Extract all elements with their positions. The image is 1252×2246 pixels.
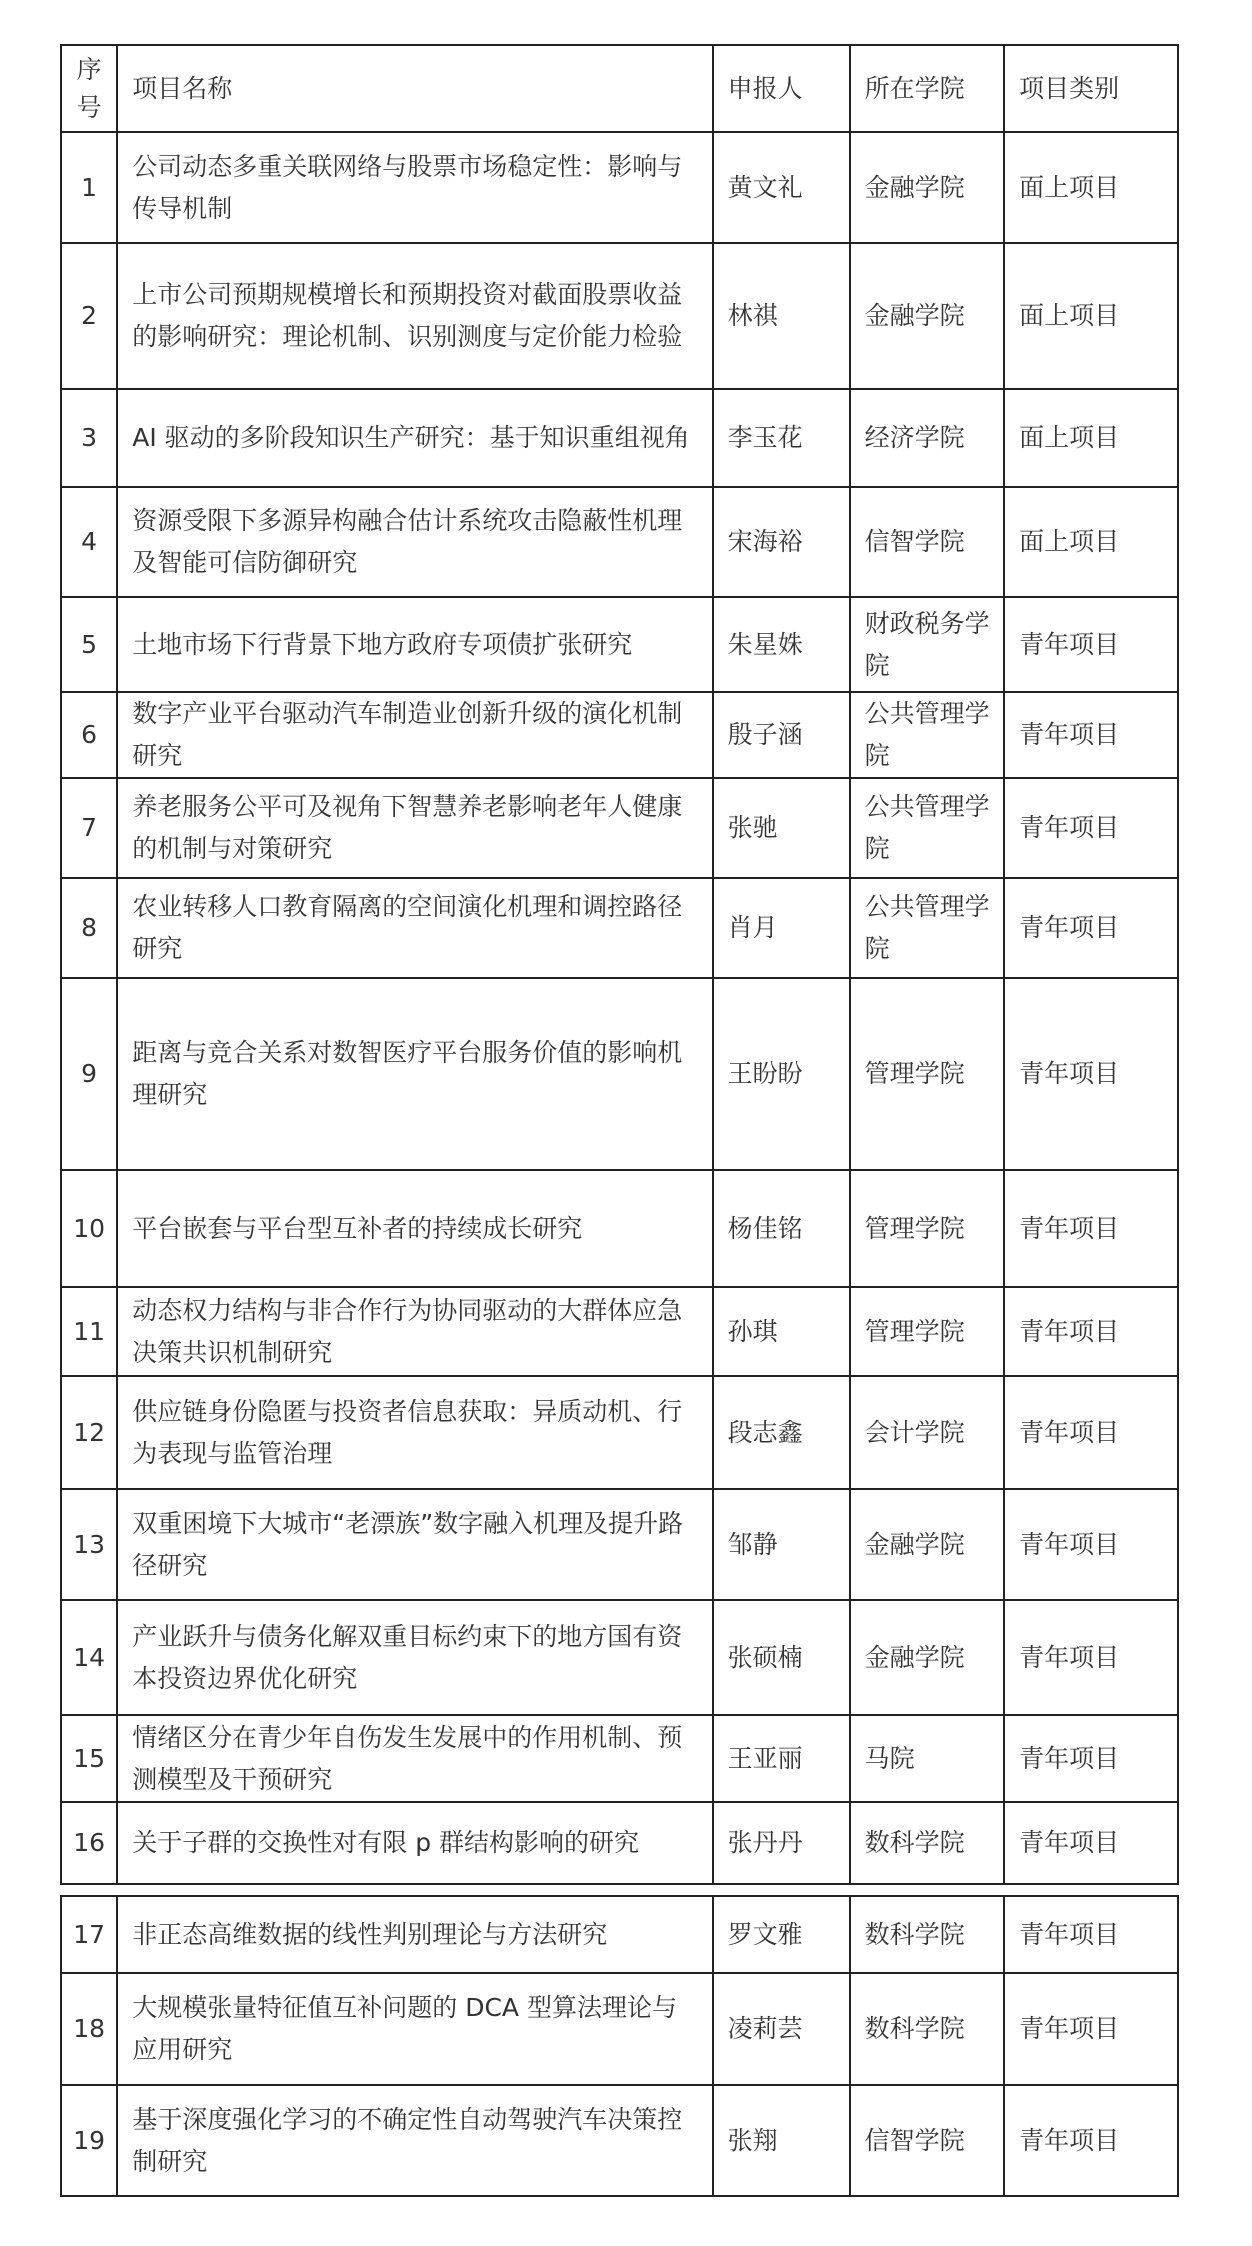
header-category: 项目类别 [1004, 45, 1178, 132]
row-seq: 3 [61, 389, 117, 487]
row-college: 数科学院 [850, 1802, 1004, 1884]
table-row [61, 1287, 1178, 1376]
row-applicant: 林祺 [713, 243, 850, 389]
row-project-name: 资源受限下多源异构融合估计系统攻击隐蔽性机理及智能可信防御研究 [117, 487, 712, 597]
row-applicant: 孙琪 [713, 1287, 850, 1376]
row-college: 公共管理学院 [850, 778, 1004, 878]
row-category: 青年项目 [1004, 597, 1178, 692]
row-category: 青年项目 [1004, 1287, 1178, 1376]
table-row [61, 1376, 1178, 1489]
row-category: 青年项目 [1004, 978, 1178, 1170]
row-college: 金融学院 [850, 1600, 1004, 1715]
row-project-name: 动态权力结构与非合作行为协同驱动的大群体应急决策共识机制研究 [117, 1287, 712, 1376]
row-applicant: 张驰 [713, 778, 850, 878]
row-category: 面上项目 [1004, 132, 1178, 243]
row-seq: 8 [61, 878, 117, 978]
table-body [61, 1896, 1178, 2196]
row-project-name: 非正态高维数据的线性判别理论与方法研究 [117, 1896, 712, 1973]
row-college: 会计学院 [850, 1376, 1004, 1489]
row-college: 数科学院 [850, 1973, 1004, 2085]
row-applicant: 黄文礼 [713, 132, 850, 243]
row-college: 金融学院 [850, 243, 1004, 389]
row-category: 青年项目 [1004, 878, 1178, 978]
row-applicant: 殷子涵 [713, 692, 850, 778]
table-row [61, 389, 1178, 487]
header-seq: 序号 [61, 45, 117, 132]
row-college: 公共管理学院 [850, 692, 1004, 778]
table-row [61, 1715, 1178, 1802]
row-category: 青年项目 [1004, 1489, 1178, 1600]
row-college: 财政税务学院 [850, 597, 1004, 692]
table-row [61, 978, 1178, 1170]
header-college: 所在学院 [850, 45, 1004, 132]
table-row [61, 487, 1178, 597]
row-seq: 10 [61, 1170, 117, 1287]
table-row [61, 1802, 1178, 1884]
row-seq: 6 [61, 692, 117, 778]
table-row [61, 597, 1178, 692]
row-seq: 5 [61, 597, 117, 692]
row-category: 青年项目 [1004, 778, 1178, 878]
row-seq: 1 [61, 132, 117, 243]
row-seq: 15 [61, 1715, 117, 1802]
table-row [61, 1170, 1178, 1287]
row-category: 青年项目 [1004, 1170, 1178, 1287]
row-category: 青年项目 [1004, 1896, 1178, 1973]
row-project-name: 数字产业平台驱动汽车制造业创新升级的演化机制研究 [117, 692, 712, 778]
row-applicant: 杨佳铭 [713, 1170, 850, 1287]
row-project-name: 大规模张量特征值互补问题的 DCA 型算法理论与应用研究 [117, 1973, 712, 2085]
row-seq: 12 [61, 1376, 117, 1489]
row-seq: 19 [61, 2085, 117, 2196]
row-applicant: 李玉花 [713, 389, 850, 487]
table-row [61, 778, 1178, 878]
row-category: 青年项目 [1004, 692, 1178, 778]
row-applicant: 邹静 [713, 1489, 850, 1600]
row-category: 面上项目 [1004, 243, 1178, 389]
row-applicant: 张翔 [713, 2085, 850, 2196]
row-college: 数科学院 [850, 1896, 1004, 1973]
row-project-name: 关于子群的交换性对有限 p 群结构影响的研究 [117, 1802, 712, 1884]
row-college: 金融学院 [850, 132, 1004, 243]
row-seq: 7 [61, 778, 117, 878]
table-row [61, 878, 1178, 978]
row-applicant: 段志鑫 [713, 1376, 850, 1489]
row-project-name: 土地市场下行背景下地方政府专项债扩张研究 [117, 597, 712, 692]
header-applicant: 申报人 [713, 45, 850, 132]
table-row [61, 1973, 1178, 2085]
row-seq: 14 [61, 1600, 117, 1715]
row-seq: 9 [61, 978, 117, 1170]
row-project-name: 平台嵌套与平台型互补者的持续成长研究 [117, 1170, 712, 1287]
row-college: 信智学院 [850, 2085, 1004, 2196]
row-category: 青年项目 [1004, 2085, 1178, 2196]
row-college: 管理学院 [850, 1170, 1004, 1287]
row-seq: 4 [61, 487, 117, 597]
row-seq: 11 [61, 1287, 117, 1376]
row-category: 面上项目 [1004, 487, 1178, 597]
table-row [61, 1896, 1178, 1973]
row-category: 青年项目 [1004, 1802, 1178, 1884]
row-project-name: 距离与竞合关系对数智医疗平台服务价值的影响机理研究 [117, 978, 712, 1170]
row-seq: 13 [61, 1489, 117, 1600]
row-category: 青年项目 [1004, 1376, 1178, 1489]
row-applicant: 凌莉芸 [713, 1973, 850, 2085]
row-project-name: 双重困境下大城市“老漂族”数字融入机理及提升路径研究 [117, 1489, 712, 1600]
row-applicant: 肖月 [713, 878, 850, 978]
row-seq: 18 [61, 1973, 117, 2085]
row-project-name: 上市公司预期规模增长和预期投资对截面股票收益的影响研究：理论机制、识别测度与定价能力检验 [117, 243, 712, 389]
row-college: 公共管理学院 [850, 878, 1004, 978]
projects-table-continued [60, 1895, 1179, 2197]
row-project-name: 情绪区分在青少年自伤发生发展中的作用机制、预测模型及干预研究 [117, 1715, 712, 1802]
row-applicant: 王亚丽 [713, 1715, 850, 1802]
header-row [61, 45, 1178, 132]
row-college: 信智学院 [850, 487, 1004, 597]
row-project-name: 产业跃升与债务化解双重目标约束下的地方国有资本投资边界优化研究 [117, 1600, 712, 1715]
projects-table [60, 44, 1179, 1885]
table-row [61, 1600, 1178, 1715]
row-project-name: AI 驱动的多阶段知识生产研究：基于知识重组视角 [117, 389, 712, 487]
row-project-name: 基于深度强化学习的不确定性自动驾驶汽车决策控制研究 [117, 2085, 712, 2196]
table-row [61, 132, 1178, 243]
row-applicant: 罗文雅 [713, 1896, 850, 1973]
row-college: 马院 [850, 1715, 1004, 1802]
row-category: 青年项目 [1004, 1600, 1178, 1715]
row-seq: 16 [61, 1802, 117, 1884]
row-college: 经济学院 [850, 389, 1004, 487]
row-category: 青年项目 [1004, 1715, 1178, 1802]
row-college: 金融学院 [850, 1489, 1004, 1600]
row-seq: 2 [61, 243, 117, 389]
row-applicant: 王盼盼 [713, 978, 850, 1170]
row-project-name: 农业转移人口教育隔离的空间演化机理和调控路径研究 [117, 878, 712, 978]
table-body [61, 45, 1178, 1884]
row-applicant: 朱星姝 [713, 597, 850, 692]
row-applicant: 张硕楠 [713, 1600, 850, 1715]
row-category: 青年项目 [1004, 1973, 1178, 2085]
row-category: 面上项目 [1004, 389, 1178, 487]
row-applicant: 张丹丹 [713, 1802, 850, 1884]
row-project-name: 养老服务公平可及视角下智慧养老影响老年人健康的机制与对策研究 [117, 778, 712, 878]
row-applicant: 宋海裕 [713, 487, 850, 597]
header-name: 项目名称 [117, 45, 712, 132]
table-row [61, 692, 1178, 778]
table-row [61, 1489, 1178, 1600]
row-seq: 17 [61, 1896, 117, 1973]
row-college: 管理学院 [850, 978, 1004, 1170]
row-project-name: 公司动态多重关联网络与股票市场稳定性：影响与传导机制 [117, 132, 712, 243]
table-row [61, 2085, 1178, 2196]
table-row [61, 243, 1178, 389]
row-project-name: 供应链身份隐匿与投资者信息获取：异质动机、行为表现与监管治理 [117, 1376, 712, 1489]
row-college: 管理学院 [850, 1287, 1004, 1376]
